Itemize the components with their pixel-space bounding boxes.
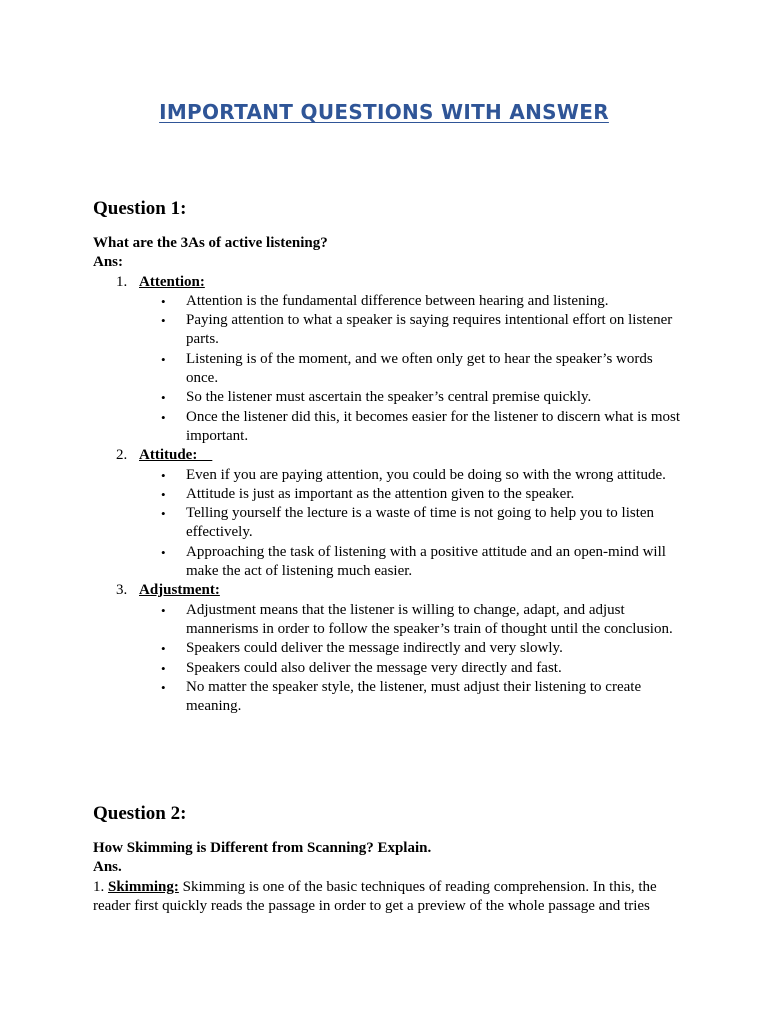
bullet-icon: • (161, 351, 166, 367)
list-item (93, 292, 683, 311)
page-title: IMPORTANT QUESTIONS WITH ANSWER (159, 100, 609, 124)
list-item (93, 485, 683, 504)
list-item (93, 543, 683, 582)
list-item (93, 388, 683, 407)
bullet-icon: • (161, 660, 166, 676)
list-item-text: Telling yourself the lecture is a waste of time is not going to help you to listen effectively. (186, 505, 655, 541)
bullet-icon: • (161, 506, 166, 522)
item-number: 2. (116, 447, 128, 464)
question-2-block (93, 839, 683, 916)
list-item-text: Approaching the task of listening with a positive attitude and an open-mind will make the act of listening much easier. (186, 543, 666, 580)
question-1-block (93, 234, 683, 716)
list-item-text: Listening is of the moment, and we often only get to hear the speaker’s words once. (186, 350, 653, 387)
bullet-list-attitude (93, 466, 683, 582)
question-1-text: What are the 3As of active listening? (93, 235, 328, 251)
question-2-text: How Skimming is Different from Scanning? Explain. (93, 840, 432, 856)
list-item (93, 639, 683, 658)
bullet-list-attention (93, 292, 683, 446)
bullet-icon: • (161, 293, 166, 309)
list-item-text: Even if you are paying attention, you could be doing so with the wrong attitude. (186, 466, 666, 483)
paragraph-text: Skimming is one of the basic techniques of reading comprehension. In this, the reader first quickly reads the passage in order to get a preview of the whole passage and tries (93, 878, 657, 914)
bullet-icon: • (161, 544, 166, 560)
bullet-icon: • (161, 313, 166, 329)
item-number: 1. (116, 273, 128, 290)
list-item-text: Adjustment means that the listener is willing to change, adapt, and adjust mannerisms in order to follow the speaker’s train of thought until the conclusion. (186, 601, 673, 637)
bullet-icon: • (161, 641, 166, 657)
bullet-icon: • (161, 390, 166, 406)
question-1-heading: Question 1: (93, 198, 187, 219)
item-title: Adjustment: (139, 582, 220, 599)
bullet-list-adjustment (93, 601, 683, 717)
list-item-text: Speakers could also deliver the message very directly and fast. (186, 659, 562, 676)
question-2-heading: Question 2: (93, 803, 187, 824)
list-item (93, 678, 683, 717)
list-item (93, 311, 683, 350)
question-2-ans-label: Ans. (93, 859, 122, 876)
term-skimming: Skimming: (108, 878, 179, 895)
bullet-icon: • (161, 486, 166, 502)
list-item-text: Attention is the fundamental difference between hearing and listening. (186, 292, 609, 309)
list-item (93, 504, 683, 543)
list-item-text: No matter the speaker style, the listener, must adjust their listening to create meaning. (186, 678, 642, 715)
item-title: Attention: (139, 273, 205, 290)
bullet-icon: • (161, 467, 166, 483)
answer-item-adjustment (93, 581, 683, 600)
list-item-text: So the listener must ascertain the speaker’s central premise quickly. (186, 389, 592, 406)
list-item (93, 601, 683, 640)
list-item-text: Paying attention to what a speaker is saying requires intentional effort on listener parts. (186, 312, 673, 348)
question-1-ans-label: Ans: (93, 254, 124, 271)
bullet-icon: • (161, 679, 166, 695)
item-title: Attitude: (139, 447, 213, 464)
list-item (93, 659, 683, 678)
paragraph-number: 1. (93, 878, 108, 895)
answer-item-attitude (93, 446, 683, 465)
skimming-paragraph (93, 878, 683, 917)
answer-item-attention (93, 273, 683, 292)
list-item-text: Attitude is just as important as the attention given to the speaker. (186, 485, 575, 502)
list-item-text: Speakers could deliver the message indirectly and very slowly. (186, 640, 563, 657)
list-item-text: Once the listener did this, it becomes easier for the listener to discern what is most important. (186, 408, 681, 444)
bullet-icon: • (161, 602, 166, 618)
list-item (93, 350, 683, 389)
item-number: 3. (116, 582, 128, 599)
list-item (93, 466, 683, 485)
bullet-icon: • (161, 409, 166, 425)
list-item (93, 408, 683, 447)
